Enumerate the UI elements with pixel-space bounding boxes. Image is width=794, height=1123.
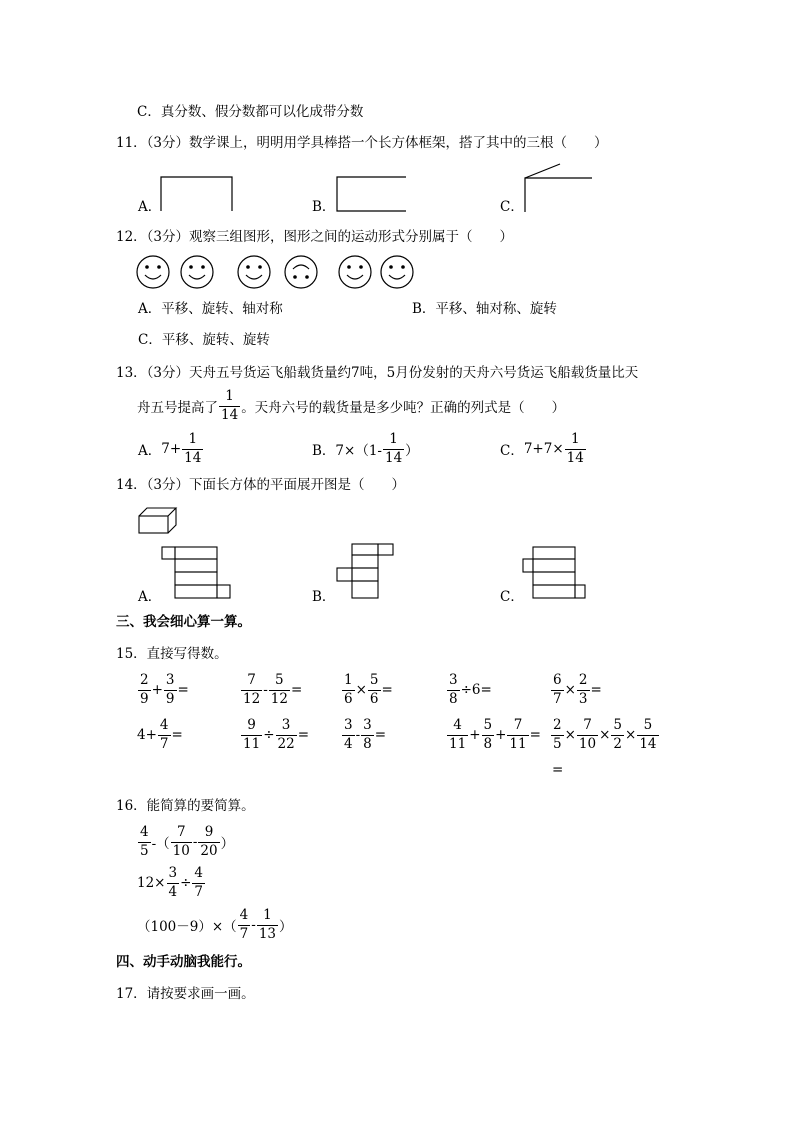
q12-option-a: A．平移、旋转、轴对称 (138, 301, 283, 317)
q14-cuboid (138, 507, 178, 535)
q15-problem-5: $\frac{6}{7}$ × $\frac{2}{3}$ = (553, 672, 602, 707)
q12-option-b: B．平移、轴对称、旋转 (412, 301, 557, 317)
q16-stem: 16．能简算的要简算。 (116, 798, 255, 814)
q11-stem: 11．（3分）数学课上，明明用学具棒搭一个长方体框架，搭了其中的三根（ ） (116, 135, 608, 151)
q15-problem-4: $\frac{3}{8}$ ÷6= (449, 672, 492, 707)
q15-problem-1: $\frac{2}{9}$ + $\frac{3}{9}$ = (140, 672, 189, 707)
q14-label-c: C． (500, 589, 524, 605)
q13-stem-line1: 13．（3分）天舟五号货运飞船载货量约7吨，5月份发射的天舟六号货运飞船载货量比天 (116, 365, 639, 381)
q16-expression-3: （100－9）×（ $\frac{4}{7}$ - $\frac{1}{13}$ ） (137, 907, 293, 942)
q15-problem-9: $\frac{4}{11}$ + $\frac{5}{8}$ + $\frac{7}{11}$ = (449, 717, 541, 752)
q15-problem-10-equals: = (552, 762, 564, 778)
q13-stem-pre: 舟五号提高了 (137, 400, 218, 416)
q15-problem-8: $\frac{3}{4}$ - $\frac{3}{8}$ = (344, 717, 387, 752)
q10-option-c: C．真分数、假分数都可以化成带分数 (137, 104, 364, 120)
q11-figure-c (524, 163, 594, 213)
q11-label-c: C． (500, 199, 524, 215)
section3-title: 三、我会细心算一算。 (116, 614, 251, 630)
q15-problem-3: $\frac{1}{6}$ × $\frac{5}{6}$ = (344, 672, 393, 707)
q14-net-c (522, 546, 588, 602)
q14-label-a: A． (138, 589, 162, 605)
q11-label-b: B． (312, 199, 336, 215)
q14-stem: 14．（3分）下面长方体的平面展开图是（ ） (116, 477, 406, 493)
q12-stem: 12．（3分）观察三组图形，图形之间的运动形式分别属于（ ） (116, 229, 514, 245)
q15-problem-10: $\frac{2}{5}$ × $\frac{7}{10}$ × $\frac{5}{2}$ × $\frac{5}{14}$ (553, 717, 657, 752)
q14-net-a (161, 546, 233, 602)
q13-option-b: B． 7×（1- $\frac{1}{14}$ ） (312, 431, 419, 466)
q12-option-c: C．平移、旋转、旋转 (138, 332, 270, 348)
q15-stem: 15．直接写得数。 (116, 646, 228, 662)
q16-expression-2: 12× $\frac{3}{4}$ ÷ $\frac{4}{7}$ (137, 865, 203, 900)
q13-option-c: C． 7+7× $\frac{1}{14}$ (500, 431, 584, 466)
q15-problem-6: 4+ $\frac{4}{7}$ = (137, 717, 183, 752)
q17-stem: 17．请按要求画一画。 (116, 986, 255, 1002)
q13-fraction: $\frac{1}{14}$ (221, 388, 239, 423)
q12-smiley-faces (136, 255, 416, 291)
q13-stem-post: 。天舟六号的载货量是多少吨？正确的列式是（ ） (241, 400, 566, 416)
q11-figure-b (336, 176, 410, 212)
q11-label-a: A． (138, 199, 162, 215)
q14-net-b (336, 543, 396, 601)
q13-option-a: A． 7+ $\frac{1}{14}$ (138, 431, 202, 466)
q14-label-b: B． (312, 589, 336, 605)
q13-stem-line2 (137, 390, 565, 422)
q16-expression-1: $\frac{4}{5}$ -（ $\frac{7}{10}$ - $\frac{9}{20}$ ） (140, 824, 235, 859)
q11-figure-a (160, 176, 235, 212)
q15-problem-2: $\frac{7}{12}$ - $\frac{5}{12}$ = (243, 672, 303, 707)
q15-problem-7: $\frac{9}{11}$ ÷ $\frac{3}{22}$ = (243, 717, 309, 752)
section4-title: 四、动手动脑我能行。 (116, 954, 251, 970)
